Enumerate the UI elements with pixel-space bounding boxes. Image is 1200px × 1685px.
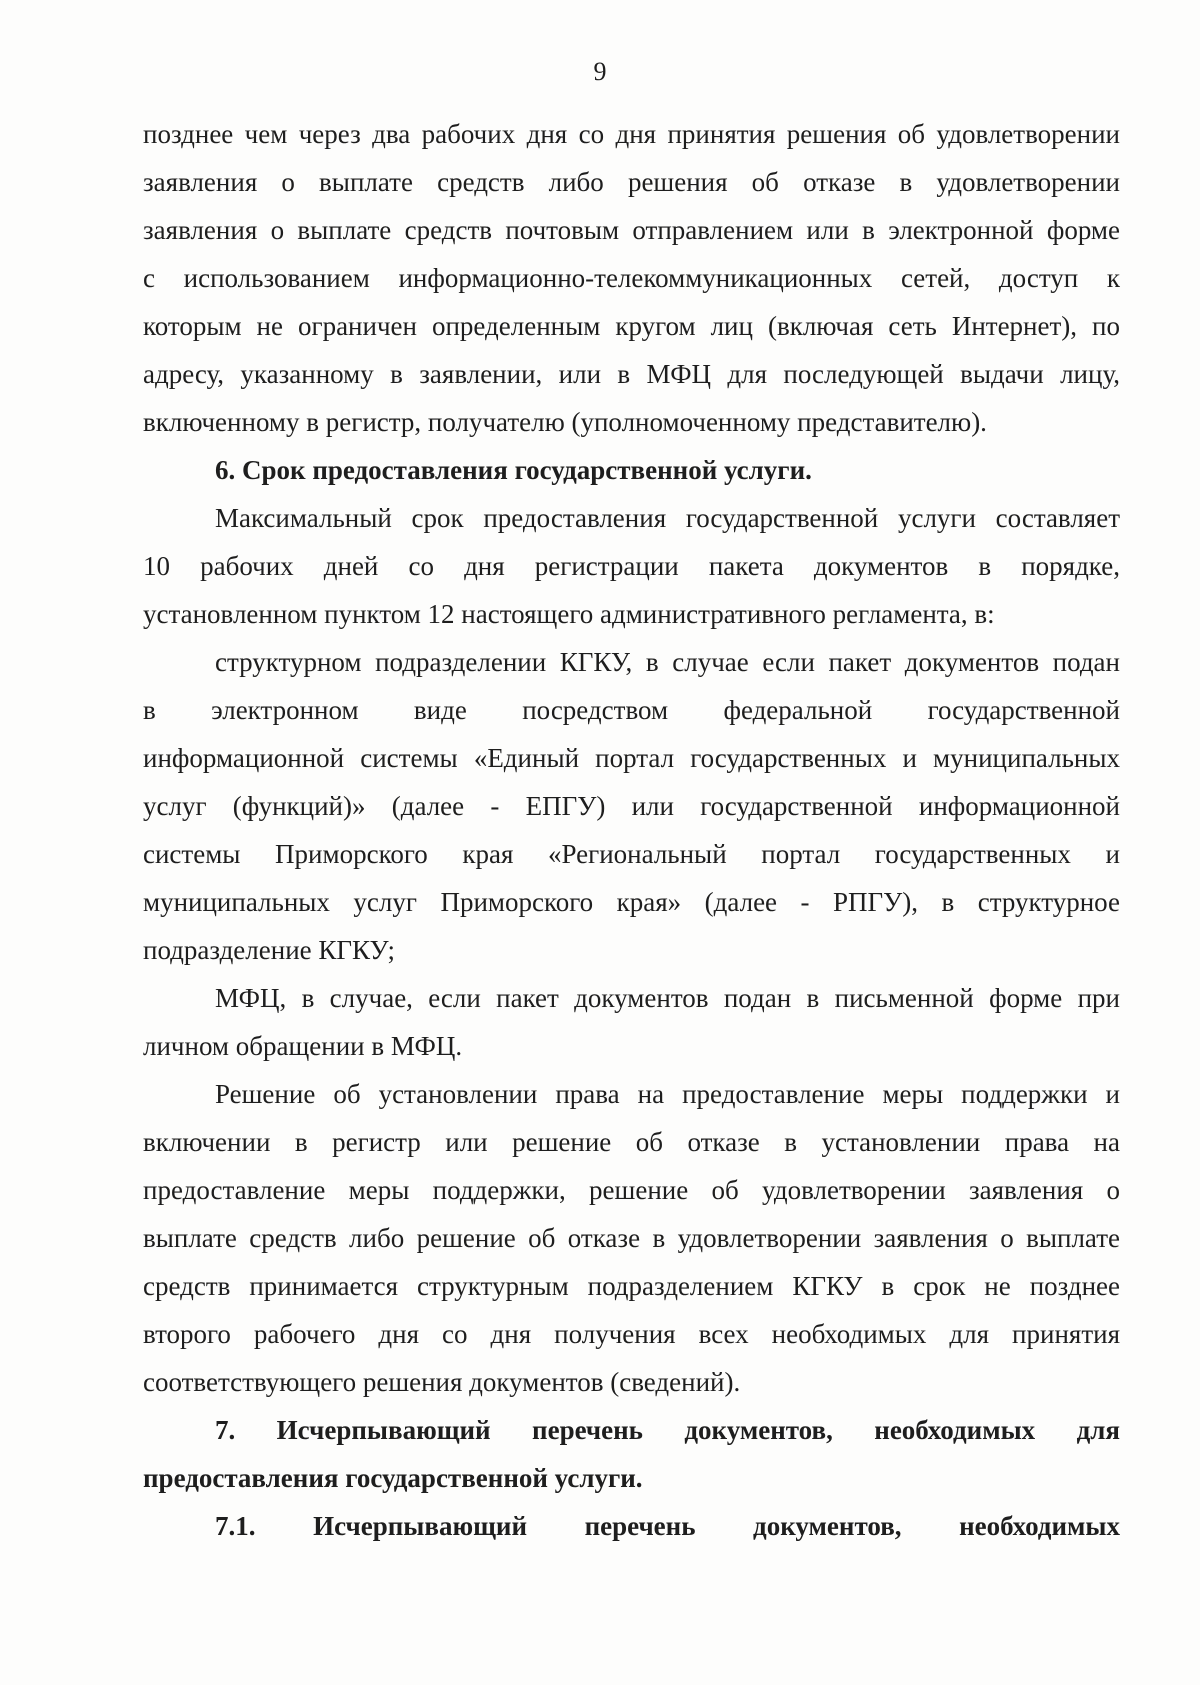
text-line: структурном подразделении КГКУ, в случае если пакет документов подан	[215, 647, 1120, 677]
section-7-1-heading: 7.1. Исчерпывающий перечень документов, необходимых	[215, 1511, 1120, 1541]
heading-line: предоставления государственной услуги.	[143, 1463, 643, 1493]
text-line: информационной системы «Единый портал государственных и муниципальных	[143, 743, 1120, 773]
text-line: заявления о выплате средств либо решения об отказе в удовлетворении	[143, 167, 1120, 197]
text-line: в электронном виде посредством федеральной государственной	[143, 695, 1120, 725]
text-line: заявления о выплате средств почтовым отправлением или в электронной форме	[143, 215, 1120, 245]
section-6-heading: 6. Срок предоставления государственной услуги.	[215, 455, 812, 485]
text-line: 10 рабочих дней со дня регистрации пакета документов в порядке,	[143, 551, 1120, 581]
text-line: предоставление меры поддержки, решение об удовлетворении заявления о	[143, 1175, 1120, 1205]
text-line: средств принимается структурным подразделением КГКУ в срок не позднее	[143, 1271, 1120, 1301]
section-7-heading	[143, 1406, 1120, 1502]
text-line: которым не ограничен определенным кругом лиц (включая сеть Интернет), по	[143, 311, 1120, 341]
paragraph-decision	[143, 1070, 1120, 1406]
heading-line: 7. Исчерпывающий перечень документов, необходимых для	[215, 1415, 1120, 1445]
text-line: позднее чем через два рабочих дня со дня принятия решения об удовлетворении	[143, 119, 1120, 149]
text-line: включенному в регистр, получателю (уполномоченному представителю).	[143, 407, 987, 437]
text-line: услуг (функций)» (далее - ЕПГУ) или государственной информационной	[143, 791, 1120, 821]
text-line: Решение об установлении права на предоставление меры поддержки и	[215, 1079, 1120, 1109]
text-line: личном обращении в МФЦ.	[143, 1031, 463, 1061]
text-line: с использованием информационно-телекоммуникационных сетей, доступ к	[143, 263, 1120, 293]
text-line: включении в регистр или решение об отказе в установлении права на	[143, 1127, 1120, 1157]
document-body	[143, 110, 1120, 1550]
text-line: Максимальный срок предоставления государственной услуги составляет	[215, 503, 1120, 533]
text-line: подразделение КГКУ;	[143, 935, 396, 965]
paragraph-max-term	[143, 494, 1120, 638]
page-number: 9	[593, 57, 607, 86]
paragraph-structural-subdivision	[143, 638, 1120, 974]
text-line: второго рабочего дня со дня получения всех необходимых для принятия	[143, 1319, 1120, 1349]
text-line: адресу, указанному в заявлении, или в МФЦ для последующей выдачи лицу,	[143, 359, 1120, 389]
paragraph-mfc	[143, 974, 1120, 1070]
text-line: установленном пунктом 12 настоящего административного регламента, в:	[143, 599, 995, 629]
text-line: выплате средств либо решение об отказе в удовлетворении заявления о выплате	[143, 1223, 1120, 1253]
paragraph-continuation	[143, 110, 1120, 446]
text-line: муниципальных услуг Приморского края» (далее - РПГУ), в структурное	[143, 887, 1120, 917]
text-line: системы Приморского края «Региональный портал государственных и	[143, 839, 1120, 869]
text-line: МФЦ, в случае, если пакет документов подан в письменной форме при	[215, 983, 1120, 1013]
text-line: соответствующего решения документов (сведений).	[143, 1367, 741, 1397]
